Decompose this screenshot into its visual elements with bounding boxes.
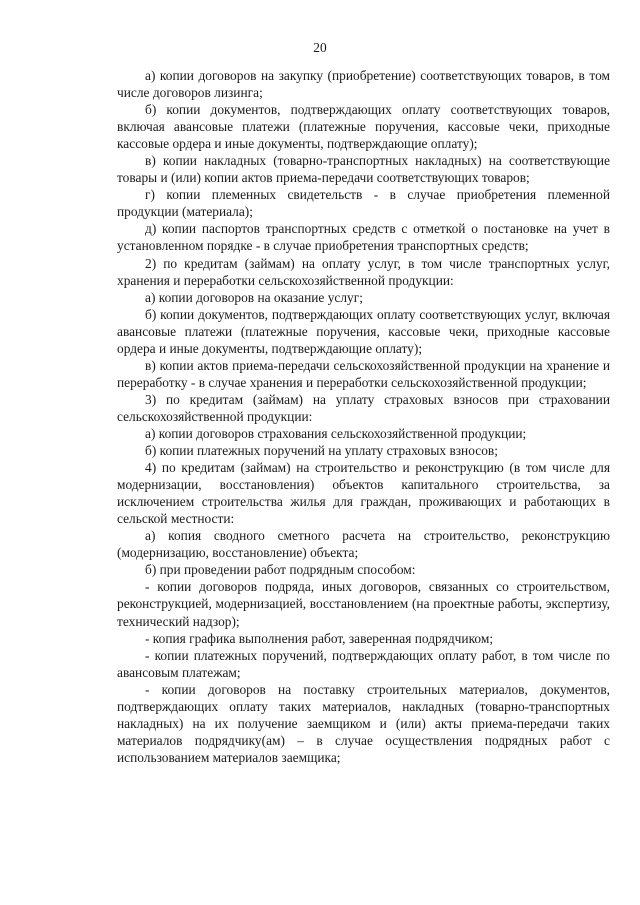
- document-body: [117, 67, 610, 766]
- paragraph-2d: г) копии племенных свидетельств - в случае приобретения племенной продукции (материала);: [117, 187, 610, 220]
- paragraph-2b: б) копии документов, подтверждающих оплату соответствующих товаров, включая авансовые платежи (платежные поручения, кассовые чеки, приходные кассовые ордера и иные документы, подтверждающие оплату);: [117, 102, 610, 152]
- paragraph-item-3b: б) копии платежных поручений на уплату страховых взносов;: [145, 443, 498, 459]
- paragraph-item-2: 2) по кредитам (займам) на оплату услуг, в том числе транспортных услуг, хранения и переработки сельскохозяйственной продукции:: [117, 255, 610, 288]
- paragraph-item-3a: а) копии договоров страхования сельскохозяйственной продукции;: [145, 425, 527, 441]
- paragraph-dash-materials: - копии договоров на поставку строительных материалов, документов, подтверждающих оплату таких материалов, накладных (товарно-транспортных накладных) на их получение заемщиком и (или) акты приема-передачи таких материалов подрядчику(ам) – в случае осуществления подрядных работ с использованием материалов заемщика;: [117, 681, 610, 765]
- page-number: 20: [313, 40, 327, 55]
- paragraph-item-2b: б) копии документов, подтверждающих оплату соответствующих услуг, включая авансовые платежи (платежные поручения, кассовые чеки, приходные кассовые ордера и иные документы, подтверждающие оплату);: [117, 306, 610, 356]
- paragraph-item-2a: а) копии договоров на оказание услуг;: [145, 289, 363, 305]
- paragraph-2a: а) копии договоров на закупку (приобретение) соответствующих товаров, в том числе договоров лизинга;: [117, 68, 610, 101]
- paragraph-item-3: 3) по кредитам (займам) на уплату страховых взносов при страховании сельскохозяйственной продукции:: [117, 391, 610, 424]
- paragraph-dash-schedule: - копия графика выполнения работ, заверенная подрядчиком;: [145, 630, 494, 646]
- paragraph-2c: в) копии накладных (товарно-транспортных накладных) на соответствующие товары и (или) копии актов приема-передачи соответствующих товаров;: [117, 153, 610, 186]
- paragraph-item-2c: в) копии актов приема-передачи сельскохозяйственной продукции на хранение и переработку - в случае хранения и переработки сельскохозяйственной продукции;: [117, 357, 610, 390]
- paragraph-item-4b: б) при проведении работ подрядным способом:: [145, 562, 416, 578]
- paragraph-dash-contracts: - копии договоров подряда, иных договоров, связанных со строительством, реконструкцией, модернизацией, восстановлением (на проектные работы, экспертизу, технический надзор);: [117, 579, 610, 629]
- paragraph-item-4a: а) копия сводного сметного расчета на строительство, реконструкцию (модернизацию, восстановление) объекта;: [117, 528, 610, 561]
- paragraph-dash-payments: - копии платежных поручений, подтверждающих оплату работ, в том числе по авансовым платежам;: [117, 647, 610, 680]
- paragraph-item-4: 4) по кредитам (займам) на строительство и реконструкцию (в том числе для модернизации, восстановления) объектов капитального строительства, за исключением строительства жилья для граждан, проживающих и работающих в сельской местности:: [117, 460, 610, 527]
- paragraph-2e: д) копии паспортов транспортных средств с отметкой о постановке на учет в установленном порядке - в случае приобретения транспортных средств;: [117, 221, 610, 254]
